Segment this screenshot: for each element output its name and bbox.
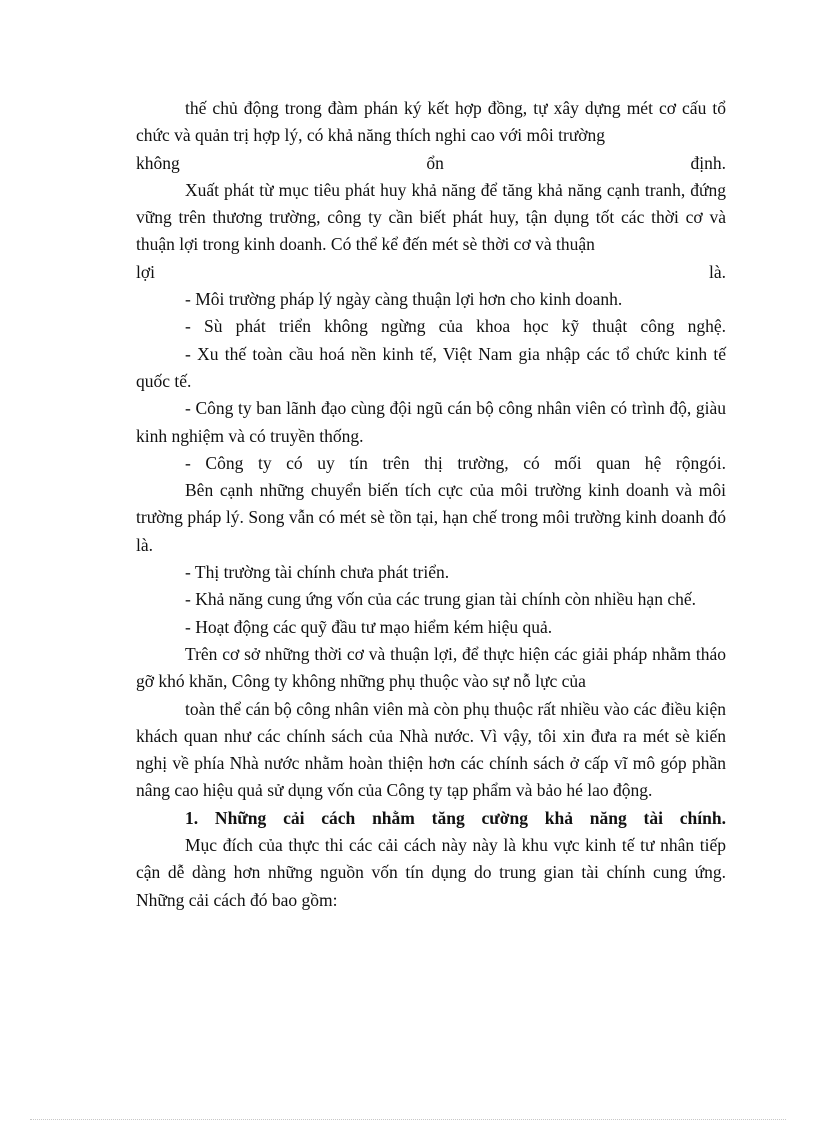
- list-item: - Công ty ban lãnh đạo cùng đội ngũ cán bộ công nhân viên có trình độ, giàu kinh nghiệm và có truyền thống.: [136, 398, 726, 446]
- paragraph: Trên cơ sở những thời cơ và thuận lợi, để thực hiện các giải pháp nhằm tháo gỡ khó khăn, Công ty không những phụ thuộc vào sự nỗ lực của: [136, 643, 726, 692]
- list-item: - Sù phát triển không ngừng của khoa học kỹ thuật công nghệ.: [185, 316, 726, 337]
- list-item: - Môi trường pháp lý ngày càng thuận lợi hơn cho kinh doanh.: [185, 289, 623, 310]
- document-page: [136, 95, 726, 914]
- paragraph: lợi là.: [136, 261, 726, 282]
- paragraph: toàn thể cán bộ công nhân viên mà còn phụ thuộc rất nhiều vào các điều kiện khách quan như các chính sách của Nhà nước. Vì vậy, tôi xin đưa ra mét sè kiến nghị về phía Nhà nước nhằm hoàn thiện hơn các chính sách ở cấp vĩ mô góp phần nâng cao hiệu quả sử dụng vốn của Công ty tạp phẩm và bảo hé lao động.: [136, 698, 726, 801]
- list-item: - Công ty có uy tín trên thị trường, có mối quan hệ rộngói.: [185, 452, 726, 473]
- paragraph: Xuất phát từ mục tiêu phát huy khả năng để tăng khả năng cạnh tranh, đứng vững trên thương trường, công ty cần biết phát huy, tận dụng tốt các thời cơ và thuận lợi trong kinh doanh. Có thể kể đến mét sè thời cơ và thuận: [136, 179, 726, 255]
- paragraph: không ổn định.: [136, 152, 726, 173]
- list-item: - Xu thế toàn cầu hoá nền kinh tế, Việt Nam gia nhập các tổ chức kinh tế quốc tế.: [136, 343, 726, 391]
- list-item: - Hoạt động các quỹ đầu tư mạo hiểm kém hiệu quả.: [185, 616, 553, 637]
- paragraph: Mục đích của thực thi các cải cách này này là khu vực kinh tế tư nhân tiếp cận dễ dàng hơn những nguồn vốn tín dụng do trung gian tài chính cung ứng. Những cải cách đó bao gồm:: [136, 835, 726, 910]
- paragraph: Bên cạnh những chuyển biến tích cực của môi trường kinh doanh và môi trường pháp lý. Song vẫn có mét sè tồn tại, hạn chế trong môi trường kinh doanh đó là.: [136, 480, 726, 555]
- paragraph: thế chủ động trong đàm phán ký kết hợp đồng, tự xây dựng mét cơ cấu tổ chức và quản trị hợp lý, có khả năng thích nghi cao với môi trường: [136, 98, 726, 146]
- list-item: - Thị trường tài chính chưa phát triển.: [185, 562, 450, 583]
- page-bottom-divider: [30, 1119, 786, 1120]
- list-item: - Khả năng cung ứng vốn của các trung gian tài chính còn nhiều hạn chế.: [185, 589, 696, 610]
- section-heading: 1. Những cải cách nhằm tăng cường khả năng tài chính.: [185, 807, 726, 828]
